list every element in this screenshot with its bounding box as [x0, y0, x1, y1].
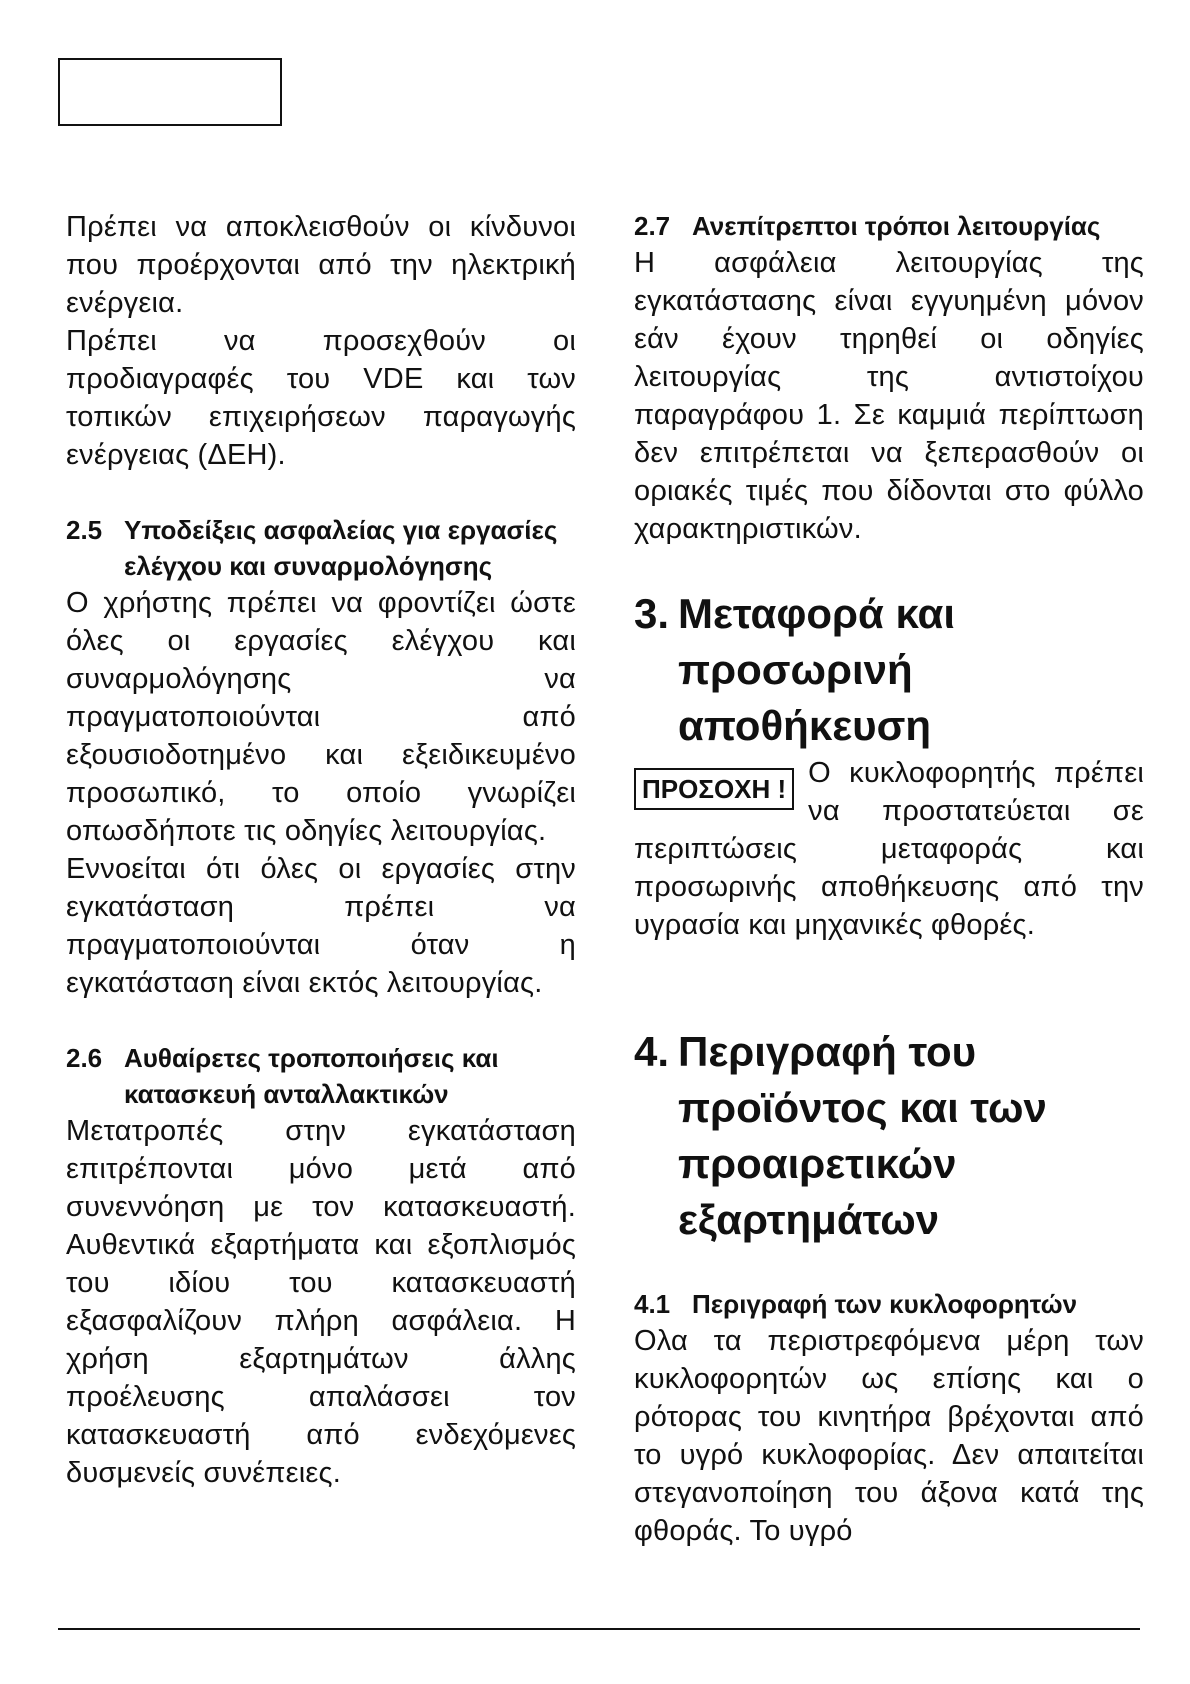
intro-paragraph-1: Πρέπει να αποκλεισθούν οι κίνδυνοι που προέρχονται από την ηλεκτρική ενέργεια.	[66, 211, 576, 319]
section-2-6-paragraph-1: Μετατροπές στην εγκατάσταση επιτρέπονται μόνο μετά από συνεννόηση με τον κατασκευαστή. Αυθεντικά εξαρτήματα και εξοπλισμός του ιδίου του κατασκευαστή εξασφαλίζουν πλήρη ασφάλεια. Η χρήση εξαρτημάτων άλλης προέλευσης απαλάσσει τον κατασκευαστή από ενδεχόμενες δυσμενείς συνέπειες.	[66, 1115, 576, 1489]
section-3-text: Ο κυκλοφορητής πρέπει να προστατεύεται σε περιπτώσεις μεταφοράς και προσωρινής αποθήκευσης από την υγρασία και μηχανικές φθορές.	[634, 757, 1144, 941]
section-number: 4.1	[634, 1289, 671, 1319]
section-title: Περιγραφή του προϊόντος και των προαιρετικών εξαρτημάτων	[678, 1028, 1047, 1243]
page-number-box	[58, 58, 282, 126]
footer-divider	[58, 1628, 1140, 1630]
section-title: Μεταφορά και προσωρινή αποθήκευση	[678, 590, 955, 749]
left-column	[66, 208, 576, 1492]
section-3-heading	[634, 586, 1144, 754]
section-2-7-paragraph-1: Η ασφάλεια λειτουργίας της εγκατάστασης είναι εγγυημένη μόνον εάν έχουν τηρηθεί οι οδηγίες λειτουργίας της αντιστοίχου παραγράφου 1. Σε καμμιά περίπτωση δεν επιτρέπεται να ξεπερασθούν οι οριακές τιμές που δίδονται στο φύλλο χαρακτηριστικών.	[634, 247, 1144, 545]
intro-paragraph-2: Πρέπει να προσεχθούν οι προδιαγραφές του VDE και των τοπικών επιχειρήσεων παραγωγής ενέργειας (ΔΕΗ).	[66, 325, 576, 471]
section-number: 2.7	[634, 211, 671, 241]
section-2-5-paragraph-1: Ο χρήστης πρέπει να φροντίζει ώστε όλες οι εργασίες ελέγχου και συναρμολόγησης να πραγματοποιούνται από εξουσιοδοτημένο και εξειδικευμένο προσωπικό, το οποίο γνωρίζει οπωσδήποτε τις οδηγίες λειτουργίας.	[66, 587, 576, 847]
section-number: 3.	[634, 590, 670, 637]
warning-label: ΠΡΟΣΟΧΗ !	[634, 768, 794, 810]
section-title: Αυθαίρετες τροποποιήσεις και κατασκευή ανταλλακτικών	[124, 1043, 499, 1109]
section-2-5-heading	[66, 512, 576, 584]
section-3-body	[634, 754, 1144, 944]
section-number: 2.6	[66, 1043, 103, 1073]
section-2-5-paragraph-2: Εννοείται ότι όλες οι εργασίες στην εγκατάσταση πρέπει να πραγματοποιούνται όταν η εγκατάσταση είναι εκτός λειτουργίας.	[66, 853, 576, 999]
section-4-1-heading	[634, 1286, 1144, 1322]
section-title: Περιγραφή των κυκλοφορητών	[692, 1289, 1078, 1319]
section-number: 4.	[634, 1028, 670, 1075]
right-column	[634, 208, 1144, 1550]
section-title: Υποδείξεις ασφαλείας για εργασίες ελέγχου και συναρμολόγησης	[124, 515, 558, 581]
section-4-1-text: Ολα τα περιστρεφόμενα μέρη των κυκλοφορητών ως επίσης και ο ρότορας του κινητήρα βρέχονται από το υγρό κυκλοφορίας. Δεν απαιτείται στεγανοποίηση του άξονα κατά της φθοράς. Το υγρό	[634, 1325, 1144, 1547]
section-title: Ανεπίτρεπτοι τρόποι λειτουργίας	[692, 211, 1101, 241]
section-4-heading	[634, 1024, 1144, 1248]
section-2-6-heading	[66, 1040, 576, 1112]
section-2-7-heading	[634, 208, 1144, 244]
section-number: 2.5	[66, 515, 103, 545]
